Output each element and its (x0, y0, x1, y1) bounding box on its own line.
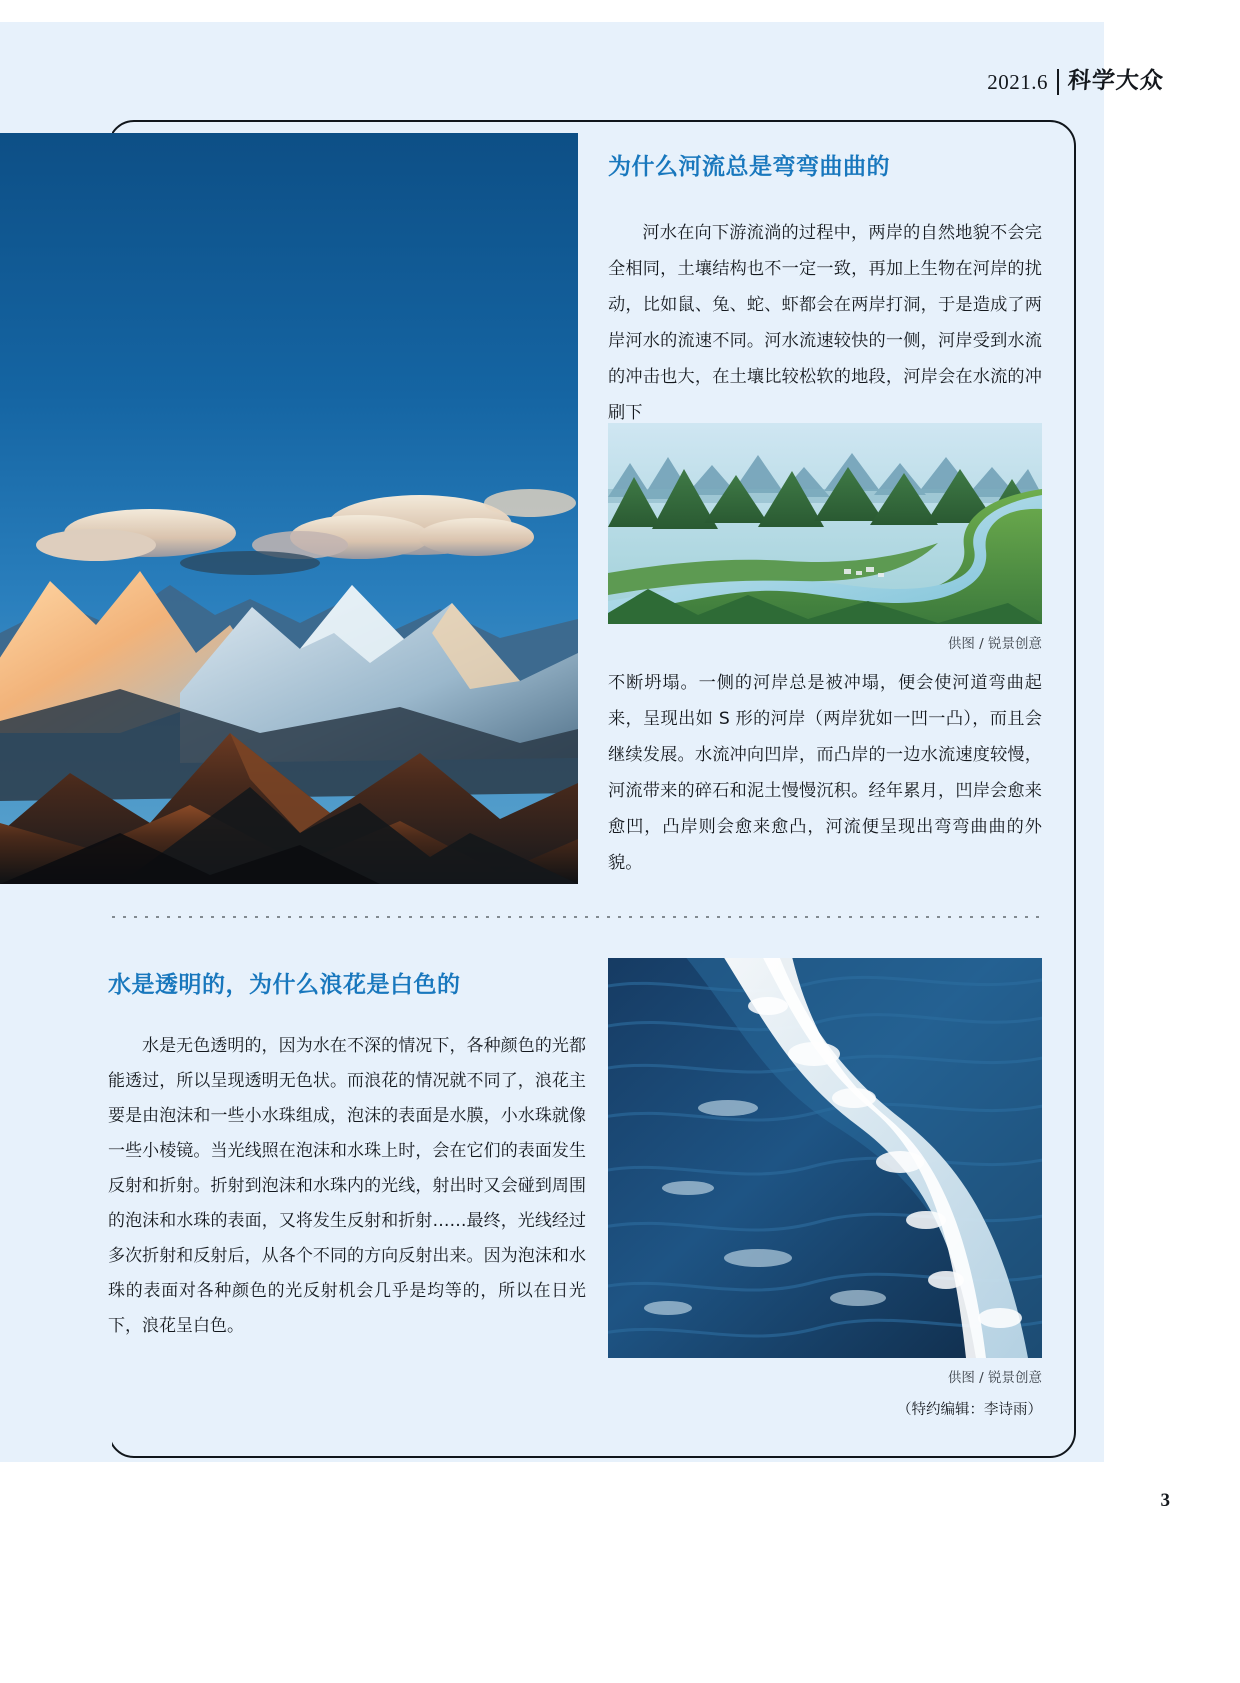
article-1-paragraph-2: 不断坍塌。一侧的河岸总是被冲塌，便会使河道弯曲起来，呈现出如 S 形的河岸（两岸犹如一凹一凸），而且会继续发展。水流冲向凹岸，而凸岸的一边水流速度较慢，河流带来的碎石和泥土慢慢沉积。经年累月，凹岸会愈来愈凹，凸岸则会愈来愈凸，河流便呈现出弯弯曲曲的外貌。 (608, 673, 1042, 873)
article-2-photo-credit: 供图 / 锐景创意 (947, 1370, 1042, 1386)
river-illustration (608, 423, 1042, 624)
page-header (987, 62, 1164, 95)
page-margin-top (0, 0, 1240, 22)
article-2-title: 水是透明的，为什么浪花是白色的 (108, 972, 461, 998)
issue-date: 2021.6 (987, 70, 1048, 94)
mountain-illustration (0, 133, 578, 884)
wave-illustration (608, 958, 1042, 1358)
page-margin-bottom (0, 1462, 1240, 1683)
article-1-photo-credit: 供图 / 锐景创意 (947, 636, 1042, 652)
magazine-logo: 科学大众 (1066, 67, 1165, 94)
article-1 (608, 148, 1042, 431)
photo-meandering-river (608, 423, 1042, 624)
editor-note: （特约编辑：李诗雨） (897, 1402, 1042, 1418)
article-1-paragraph-1: 河水在向下游流淌的过程中，两岸的自然地貌不会完全相同，土壤结构也不一定一致，再加上生物在河岸的扰动，比如鼠、兔、蛇、虾都会在两岸打洞，于是造成了两岸河水的流速不同。河水流速较快的一侧，河岸受到水流的冲击也大，在土壤比较松软的地段，河岸会在水流的冲刷下 (608, 223, 1042, 423)
section-divider (108, 915, 1042, 919)
header-divider (1057, 69, 1059, 95)
page-number: 3 (1160, 1490, 1170, 1511)
article-2 (108, 966, 586, 1344)
article-1-title: 为什么河流总是弯弯曲曲的 (608, 154, 890, 180)
hero-photo-mountains (0, 133, 578, 884)
page-margin-right (1104, 0, 1240, 1683)
article-2-paragraph-1: 水是无色透明的，因为水在不深的情况下，各种颜色的光都能透过，所以呈现透明无色状。而浪花的情况就不同了，浪花主要是由泡沫和一些小水珠组成，泡沫的表面是水膜，小水珠就像一些小棱镜。当光线照在泡沫和水珠上时，会在它们的表面发生反射和折射。折射到泡沫和水珠内的光线，射出时又会碰到周围的泡沫和水珠的表面，又将发生反射和折射……最终，光线经过多次折射和反射后，从各个不同的方向反射出来。因为泡沫和水珠的表面对各种颜色的光反射机会几乎是均等的，所以在日光下，浪花呈白色。 (108, 1036, 586, 1336)
photo-ocean-waves (608, 958, 1042, 1358)
